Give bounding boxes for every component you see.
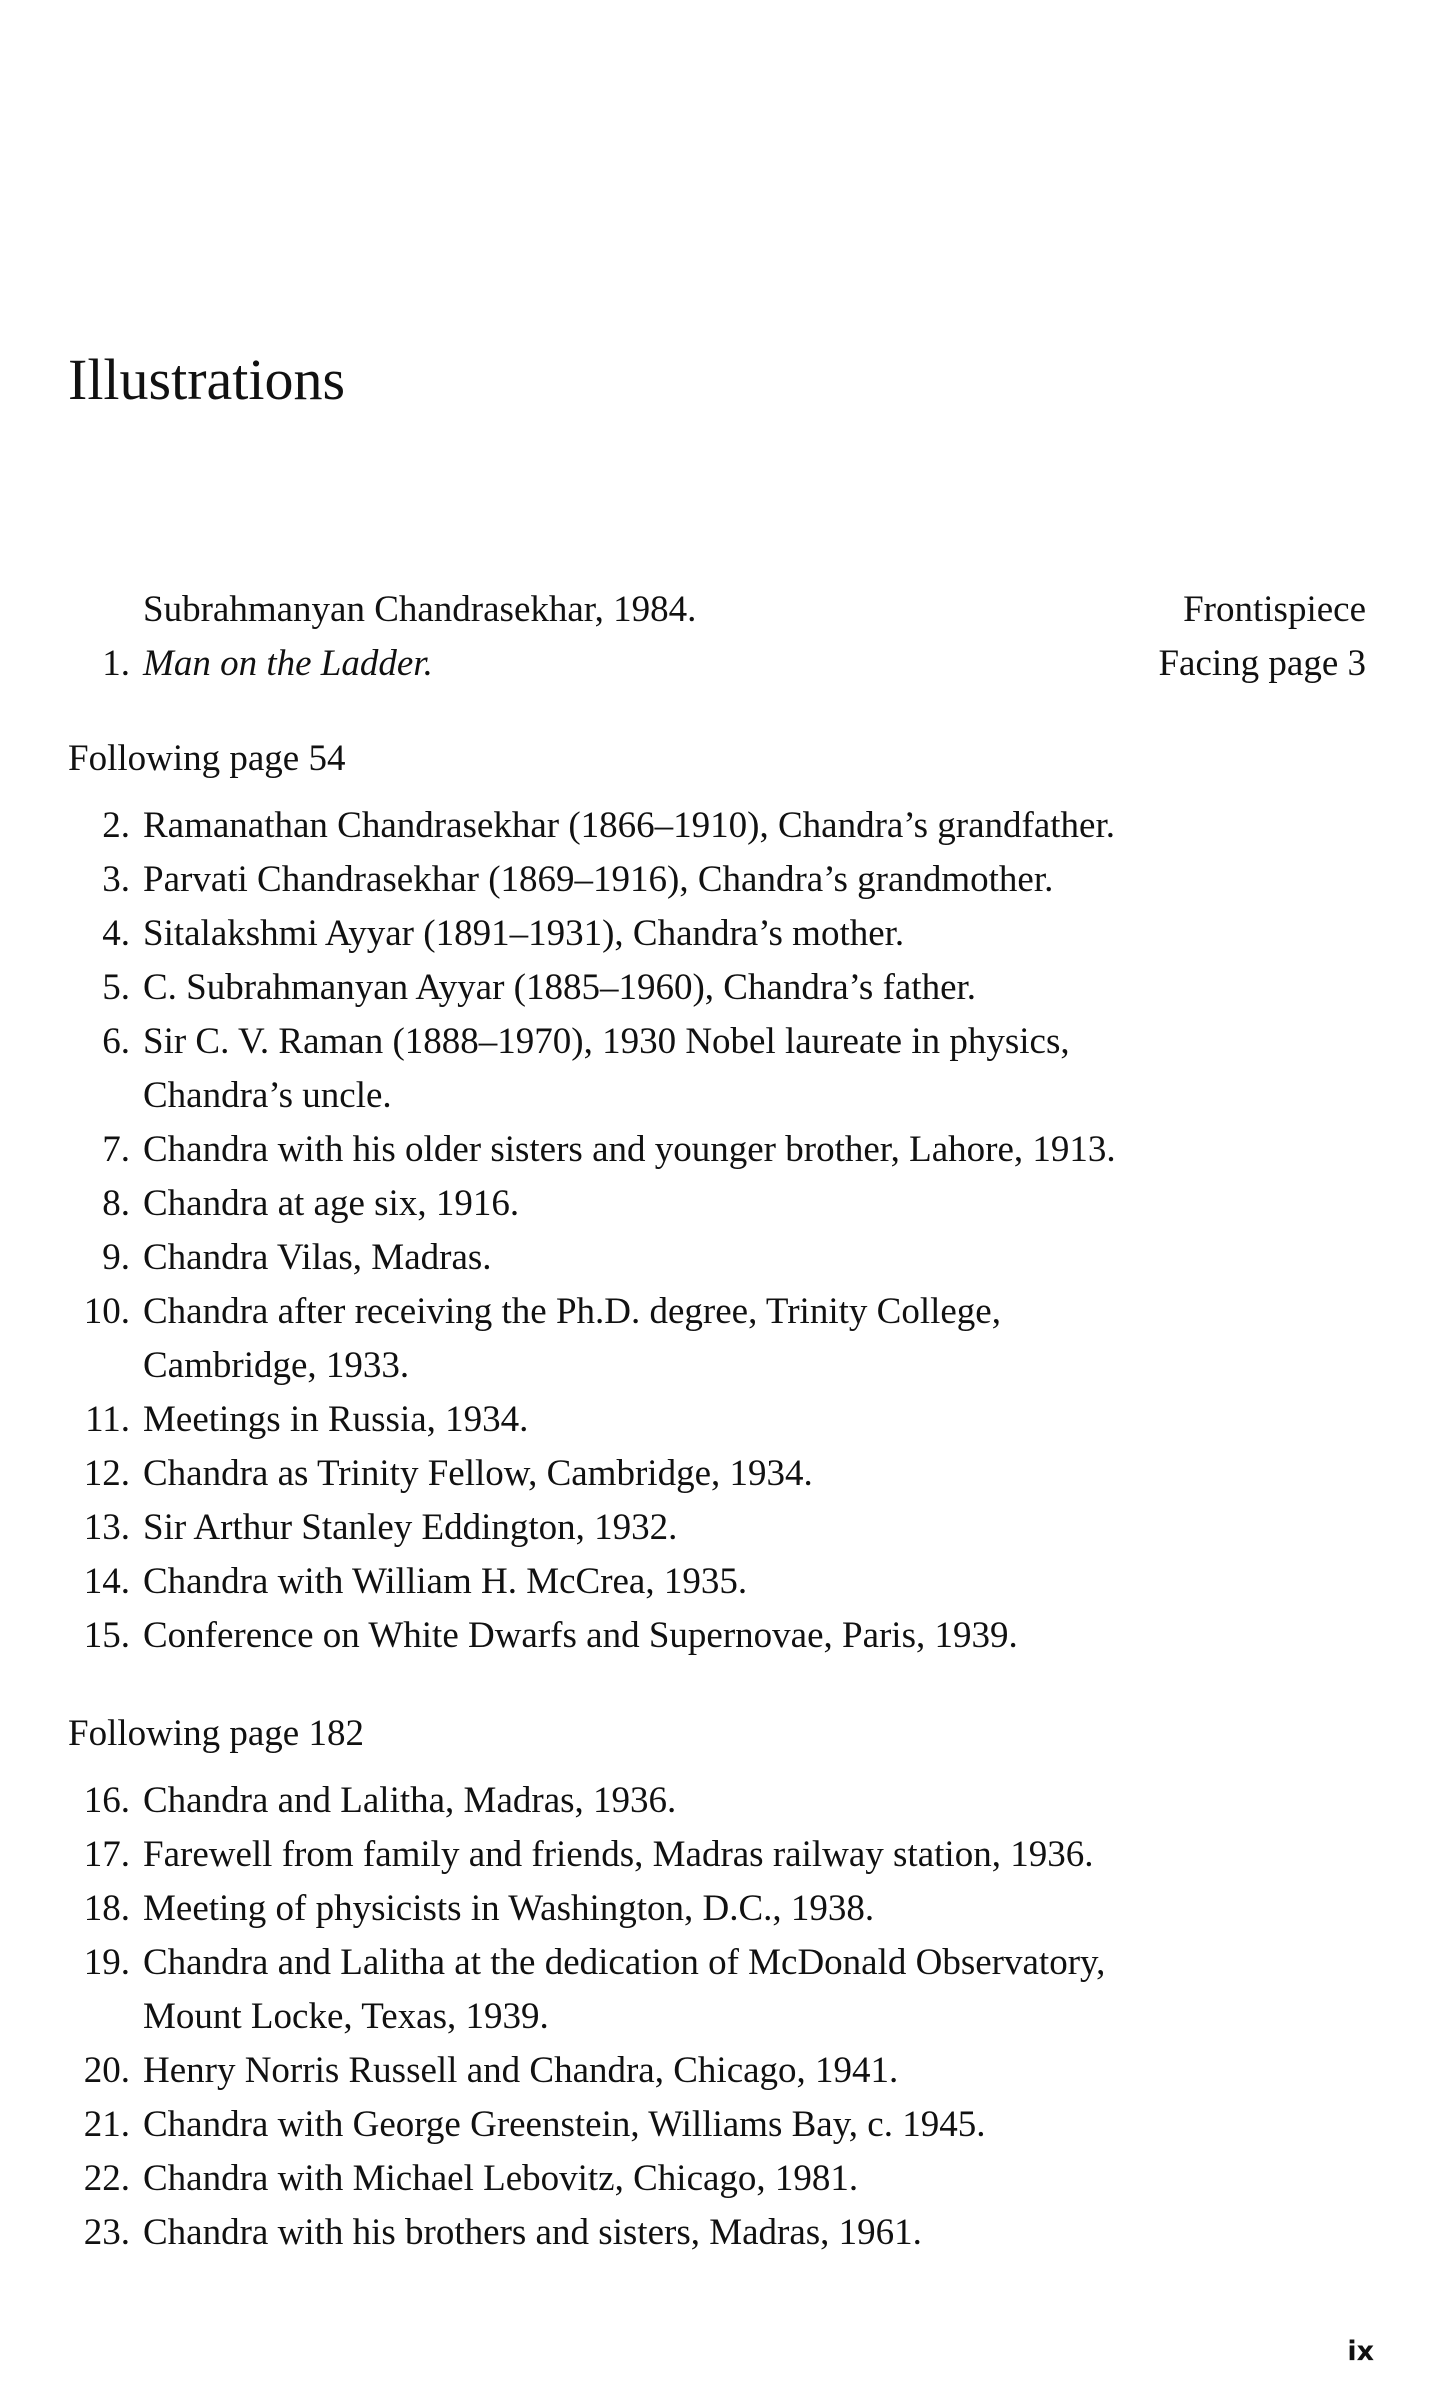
item-number: 18. bbox=[83, 1888, 130, 1929]
item-caption: Chandra with his brothers and sisters, Madras, 1961. bbox=[143, 2212, 922, 2253]
item-number: 17. bbox=[83, 1834, 130, 1875]
item-number: 23. bbox=[83, 2212, 130, 2253]
item-caption: Man on the Ladder. bbox=[143, 643, 433, 684]
list-item-continuation bbox=[0, 1990, 1440, 2044]
list-item bbox=[0, 1231, 1440, 1285]
item-number: 22. bbox=[83, 2158, 130, 2199]
item-caption: Chandra with George Greenstein, Williams Bay, c. 1945. bbox=[143, 2104, 986, 2145]
item-caption: Chandra with his older sisters and younger brother, Lahore, 1913. bbox=[143, 1129, 1116, 1170]
item-caption: Sir C. V. Raman (1888–1970), 1930 Nobel laureate in physics, bbox=[143, 1021, 1070, 1062]
list-item bbox=[0, 583, 1440, 637]
item-caption: Chandra and Lalitha at the dedication of McDonald Observatory, bbox=[143, 1942, 1106, 1983]
section-heading bbox=[0, 1707, 1440, 1761]
item-caption: Subrahmanyan Chandrasekhar, 1984. bbox=[143, 589, 697, 630]
item-number: 7. bbox=[102, 1129, 130, 1170]
section-following-page-182 bbox=[0, 1707, 1440, 2260]
item-caption: Chandra Vilas, Madras. bbox=[143, 1237, 492, 1278]
item-caption: Mount Locke, Texas, 1939. bbox=[143, 1996, 549, 2037]
list-item bbox=[0, 637, 1440, 691]
item-caption: Sir Arthur Stanley Eddington, 1932. bbox=[143, 1507, 678, 1548]
item-caption: Chandra as Trinity Fellow, Cambridge, 1934. bbox=[143, 1453, 813, 1494]
item-number: 8. bbox=[102, 1183, 130, 1224]
list-item bbox=[0, 907, 1440, 961]
item-number: 3. bbox=[102, 859, 130, 900]
item-caption: Chandra with William H. McCrea, 1935. bbox=[143, 1561, 748, 1602]
list-item bbox=[0, 1774, 1440, 1828]
list-item bbox=[0, 1609, 1440, 1663]
list-item-continuation bbox=[0, 1069, 1440, 1123]
list-item bbox=[0, 1393, 1440, 1447]
item-caption: Henry Norris Russell and Chandra, Chicago, 1941. bbox=[143, 2050, 899, 2091]
item-number: 12. bbox=[83, 1453, 130, 1494]
item-number: 15. bbox=[83, 1615, 130, 1656]
item-caption: Sitalakshmi Ayyar (1891–1931), Chandra’s mother. bbox=[143, 913, 905, 954]
item-caption: Ramanathan Chandrasekhar (1866–1910), Chandra’s grandfather. bbox=[143, 805, 1115, 846]
item-caption: Chandra and Lalitha, Madras, 1936. bbox=[143, 1780, 677, 1821]
item-caption: Chandra after receiving the Ph.D. degree, Trinity College, bbox=[143, 1291, 1001, 1332]
list-item bbox=[0, 2044, 1440, 2098]
item-number: 9. bbox=[102, 1237, 130, 1278]
list-item bbox=[0, 1177, 1440, 1231]
list-item-continuation bbox=[0, 1339, 1440, 1393]
section-following-page-54 bbox=[0, 732, 1440, 1663]
list-item bbox=[0, 2152, 1440, 2206]
list-item bbox=[0, 799, 1440, 853]
list-item bbox=[0, 961, 1440, 1015]
list-item bbox=[0, 2098, 1440, 2152]
list-item bbox=[0, 1015, 1440, 1069]
item-caption: Chandra at age six, 1916. bbox=[143, 1183, 520, 1224]
item-number: 11. bbox=[85, 1399, 130, 1440]
list-item bbox=[0, 2206, 1440, 2260]
item-caption: Meeting of physicists in Washington, D.C., 1938. bbox=[143, 1888, 875, 1929]
list-item bbox=[0, 1555, 1440, 1609]
item-number: 20. bbox=[83, 2050, 130, 2091]
list-item bbox=[0, 1285, 1440, 1339]
list-item bbox=[0, 1447, 1440, 1501]
item-caption: Meetings in Russia, 1934. bbox=[143, 1399, 529, 1440]
page-title: Illustrations bbox=[68, 347, 346, 412]
item-number: 1. bbox=[102, 643, 130, 684]
list-item bbox=[0, 1882, 1440, 1936]
item-number: 5. bbox=[102, 967, 130, 1008]
item-caption: Farewell from family and friends, Madras railway station, 1936. bbox=[143, 1834, 1094, 1875]
item-caption: Cambridge, 1933. bbox=[143, 1345, 410, 1386]
item-caption: Chandra’s uncle. bbox=[143, 1075, 392, 1116]
item-number: 16. bbox=[83, 1780, 130, 1821]
list-item bbox=[0, 853, 1440, 907]
item-number: 4. bbox=[102, 913, 130, 954]
list-item bbox=[0, 1828, 1440, 1882]
item-number: 2. bbox=[102, 805, 130, 846]
item-page: Frontispiece bbox=[1183, 589, 1366, 630]
item-caption: Parvati Chandrasekhar (1869–1916), Chandra’s grandmother. bbox=[143, 859, 1054, 900]
item-caption: Chandra with Michael Lebovitz, Chicago, 1981. bbox=[143, 2158, 859, 2199]
item-number: 21. bbox=[83, 2104, 130, 2145]
item-number: 13. bbox=[83, 1507, 130, 1548]
item-number: 6. bbox=[102, 1021, 130, 1062]
item-page: Facing page 3 bbox=[1158, 643, 1366, 684]
front-list bbox=[0, 583, 1440, 691]
list-item bbox=[0, 1501, 1440, 1555]
item-number: 19. bbox=[83, 1942, 130, 1983]
list-item bbox=[0, 1123, 1440, 1177]
item-caption: Conference on White Dwarfs and Supernovae, Paris, 1939. bbox=[143, 1615, 1018, 1656]
page-number: ix bbox=[1347, 2336, 1374, 2367]
item-number: 14. bbox=[83, 1561, 130, 1602]
list-item bbox=[0, 1936, 1440, 1990]
section-heading bbox=[0, 732, 1440, 786]
item-caption: C. Subrahmanyan Ayyar (1885–1960), Chandra’s father. bbox=[143, 967, 977, 1008]
section-heading-text: Following page 54 bbox=[68, 738, 346, 779]
item-number: 10. bbox=[83, 1291, 130, 1332]
section-heading-text: Following page 182 bbox=[68, 1713, 364, 1754]
